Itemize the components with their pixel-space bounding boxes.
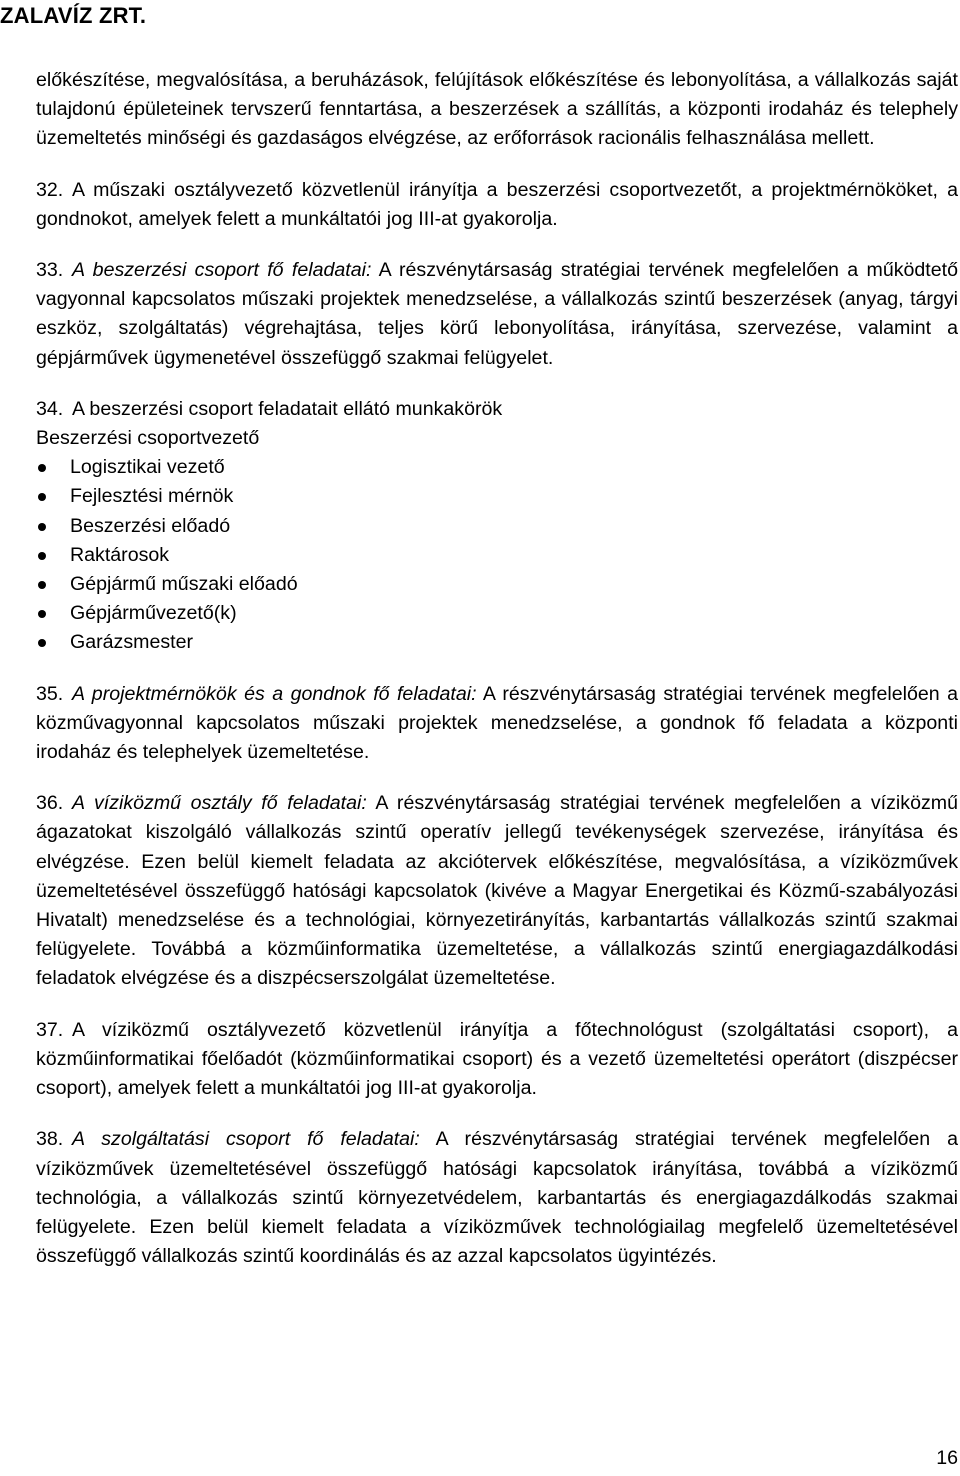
paragraph-text [36,256,958,373]
page-number: 16 [936,1447,958,1469]
list-item [36,541,958,570]
paragraph-34 [36,395,958,424]
paragraph-body: A részvénytársaság stratégiai tervének megfelelően a víziközmű ágazatokat kiszolgáló vállalkozás szintű operatív jellegű tevékenységek szervezése, irányítása és elvégzése. Ezen belül kiemelt feladata az akciótervek előkészítése, megvalósítása, a víziközművek üzemeltetésével összefüggő hatósági kapcsolatok (kivéve a Magyar Energetikai és Közmű-szabályozási Hivatalt) menedzselése és a technológiai, környezetirányítás, karbantartás vállalkozás szintű szakmai felügyelete. Továbbá a közműinformatika üzemeltetése, a vállalkozás szintű energiagazdálkodási feladatok elvégzése és a diszpécserszolgálat üzemeltetése. [36,792,958,990]
role-label: Beszerzési előadó [70,514,231,537]
role-label: Logisztikai vezető [70,456,225,479]
role-label: Garázsmester [70,631,194,654]
paragraph-number: 33. [36,259,64,282]
role-label: Gépjárművezető(k) [70,602,237,625]
list-item [36,482,958,511]
role-label: Raktárosok [70,543,170,566]
paragraph-number: 38. [36,1128,64,1151]
company-header: ZALAVÍZ ZRT. [0,3,147,28]
paragraph-37 [36,1016,958,1104]
bullet-icon [38,552,46,560]
paragraph-text [36,789,958,993]
paragraph-number: 34. [36,397,64,420]
role-label: Gépjármű műszaki előadó [70,573,298,596]
paragraph-text [36,680,958,768]
role-label: Fejlesztési mérnök [70,485,234,508]
paragraph-label: A beszerzési csoport fő feladatai: [72,259,372,282]
paragraph-text [36,176,958,234]
list-item [36,453,958,482]
paragraph-label: A víziközmű osztály fő feladatai: [72,792,367,815]
list-item [36,512,958,541]
paragraph-36 [36,789,958,993]
bullet-icon [38,523,46,531]
paragraph-35 [36,680,958,768]
paragraph-body: A műszaki osztályvezető közvetlenül irányítja a beszerzési csoportvezetőt, a projektmérnököket, a gondnokot, amelyek felett a munkáltatói jog III-at gyakorolja. [36,178,958,230]
list-item [36,628,958,657]
paragraph-text [36,1125,958,1271]
paragraph-33 [36,256,958,373]
bullet-icon [38,610,46,618]
paragraph-body: A részvénytársaság stratégiai tervének megfelelően a közművagyonnal kapcsolatos műszaki projektek menedzselése, a gondnok fő feladata a központi irodaház és telephelyek üzemeltetése. [36,682,958,764]
document-body [36,66,958,1293]
paragraph-text [36,1016,958,1104]
list-item [36,570,958,599]
bullet-icon [38,581,46,589]
bullet-icon [38,639,46,647]
paragraph-38 [36,1125,958,1271]
role-list-head: Beszerzési csoportvezető [36,427,260,450]
role-list [36,453,958,657]
paragraph-label: A szolgáltatási csoport fő feladatai: [72,1128,420,1151]
paragraph-number: 37. [36,1018,64,1041]
paragraph-label: A projektmérnökök és a gondnok fő feladatai: [72,682,477,705]
section-title: A beszerzési csoport feladatait ellátó munkakörök [72,397,503,420]
paragraph-number: 35. [36,682,64,705]
list-item [36,599,958,628]
paragraph-number: 32. [36,178,64,201]
paragraph-32 [36,176,958,234]
paragraph-body: A részvénytársaság stratégiai tervének megfelelően a víziközművek üzemeltetésével összefüggő hatósági kapcsolatok irányítása, továbbá a víziközmű technológia, a vállalkozás szintű környezetvédelem, karbantartás és energiagazdálkodás szakmai felügyelete. Ezen belül kiemelt feladata a víziközművek technológiailag megfelelő üzemeltetésével összefüggő vállalkozás szintű koordinálás és az azzal kapcsolatos ügyintézés. [36,1128,958,1268]
bullet-icon [38,464,46,472]
paragraph-body: A víziközmű osztályvezető közvetlenül irányítja a főtechnológust (szolgáltatási csoport), a közműinformatikai főelőadót (közműinformatikai csoport) és a vezető üzemeltetési operátort (diszpécser csoport), amelyek felett a munkáltatói jog III-at gyakorolja. [36,1018,958,1100]
intro-paragraph: előkészítése, megvalósítása, a beruházások, felújítások előkészítése és lebonyolítása, a vállalkozás saját tulajdonú épületeinek tervszerű fenntartása, a beszerzések a szállítás, a központi irodaház és telephely üzemeltetés minőségi és gazdaságos elvégzése, az erőforrások racionális felhasználása mellett. [36,69,958,150]
paragraph-body: A részvénytársaság stratégiai tervének megfelelően a működtető vagyonnal kapcsolatos műszaki projektek menedzselése, a vállalkozás szintű beszerzések (anyag, tárgyi eszköz, szolgáltatás) végrehajtása, teljes körű lebonyolítása, irányítása, szervezése, valamint a gépjárművek ügymenetével összefüggő szakmai felügyelet. [36,259,958,369]
bullet-icon [38,493,46,501]
paragraph-number: 36. [36,792,64,815]
